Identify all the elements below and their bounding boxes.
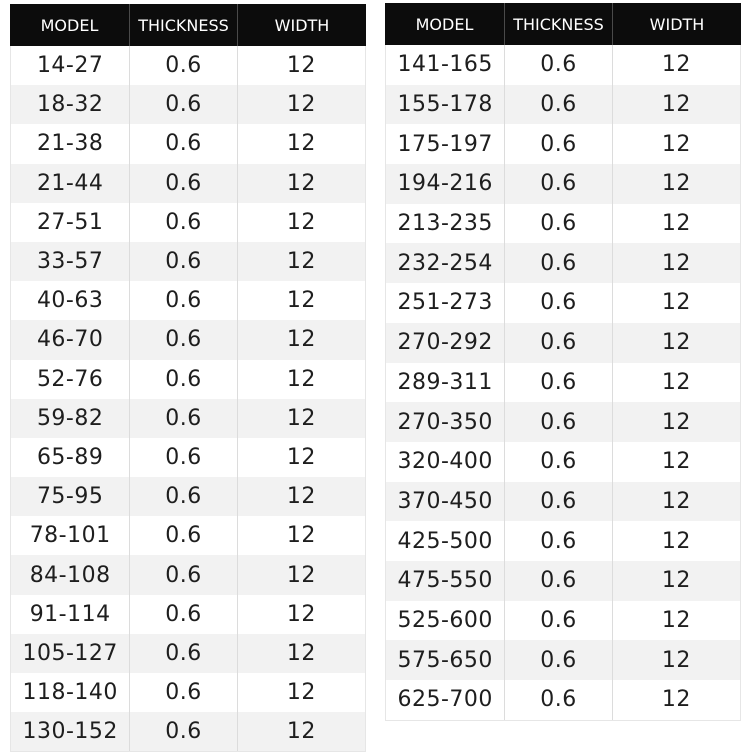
table-row [11, 634, 365, 673]
cell-thickness: 0.6 [505, 442, 612, 482]
cell-model: 475-550 [386, 561, 505, 601]
cell-thickness: 0.6 [505, 680, 612, 720]
cell-model: 59-82 [11, 399, 130, 438]
table-row [11, 555, 365, 594]
cell-width: 12 [661, 131, 691, 157]
cell-width: 12 [286, 288, 316, 314]
cell-width: 12 [286, 405, 316, 431]
table-body [385, 45, 741, 721]
table-row [11, 242, 365, 281]
cell-thickness: 0.6 [505, 482, 612, 522]
cell-width: 12 [286, 562, 316, 588]
cell-width: 12 [661, 52, 691, 78]
cell-width: 12 [661, 647, 691, 673]
table-row [11, 320, 365, 359]
cell-thickness: 0.6 [505, 283, 612, 323]
cell-thickness: 0.6 [505, 521, 612, 561]
cell-thickness: 0.6 [130, 438, 237, 477]
cell-model: 14-27 [11, 46, 130, 85]
table-row [11, 595, 365, 634]
spec-table-left [10, 4, 366, 752]
cell-model: 175-197 [386, 124, 505, 164]
table-row [11, 438, 365, 477]
cell-model: 213-235 [386, 204, 505, 244]
cell-width: 12 [286, 523, 316, 549]
table-row [386, 482, 740, 522]
table-row [11, 399, 365, 438]
cell-model: 155-178 [386, 85, 505, 125]
cell-thickness: 0.6 [505, 561, 612, 601]
cell-model: 33-57 [11, 242, 130, 281]
cell-model: 118-140 [11, 673, 130, 712]
cell-width: 12 [661, 290, 691, 316]
table-row [11, 164, 365, 203]
cell-thickness: 0.6 [505, 402, 612, 442]
cell-width: 12 [286, 92, 316, 118]
table-row [386, 363, 740, 403]
cell-thickness: 0.6 [505, 85, 612, 125]
cell-thickness: 0.6 [130, 477, 237, 516]
cell-width: 12 [286, 640, 316, 666]
cell-thickness: 0.6 [130, 712, 237, 751]
cell-width: 12 [661, 568, 691, 594]
table-body [10, 46, 366, 752]
cell-model: 270-292 [386, 323, 505, 363]
cell-thickness: 0.6 [130, 85, 237, 124]
cell-model: 27-51 [11, 203, 130, 242]
header-model: MODEL [385, 3, 505, 45]
cell-width: 12 [286, 249, 316, 275]
table-row [386, 640, 740, 680]
table-row [386, 283, 740, 323]
cell-model: 130-152 [11, 712, 130, 751]
header-model: MODEL [10, 4, 130, 46]
cell-width: 12 [661, 369, 691, 395]
cell-width: 12 [286, 209, 316, 235]
cell-width: 12 [661, 449, 691, 475]
cell-model: 232-254 [386, 243, 505, 283]
cell-model: 105-127 [11, 634, 130, 673]
table-row [11, 516, 365, 555]
table-row [386, 45, 740, 85]
table-row [11, 477, 365, 516]
table-row [11, 46, 365, 85]
cell-width: 12 [286, 484, 316, 510]
table-row [11, 85, 365, 124]
cell-width: 12 [661, 211, 691, 237]
table-row [11, 281, 365, 320]
cell-thickness: 0.6 [505, 45, 612, 85]
cell-thickness: 0.6 [505, 124, 612, 164]
cell-model: 270-350 [386, 402, 505, 442]
cell-width: 12 [661, 488, 691, 514]
cell-width: 12 [286, 131, 316, 157]
table-row [386, 402, 740, 442]
cell-thickness: 0.6 [130, 555, 237, 594]
table-header [385, 3, 741, 45]
cell-thickness: 0.6 [130, 164, 237, 203]
cell-thickness: 0.6 [130, 516, 237, 555]
table-row [386, 521, 740, 561]
header-width: WIDTH [649, 14, 705, 34]
cell-model: 625-700 [386, 680, 505, 720]
cell-model: 75-95 [11, 477, 130, 516]
cell-width: 12 [661, 171, 691, 197]
table-row [386, 85, 740, 125]
cell-width: 12 [661, 528, 691, 554]
cell-width: 12 [286, 680, 316, 706]
cell-thickness: 0.6 [130, 673, 237, 712]
table-row [11, 360, 365, 399]
cell-thickness: 0.6 [130, 595, 237, 634]
cell-thickness: 0.6 [130, 203, 237, 242]
cell-model: 289-311 [386, 363, 505, 403]
cell-model: 18-32 [11, 85, 130, 124]
cell-model: 46-70 [11, 320, 130, 359]
table-row [11, 124, 365, 163]
header-width: WIDTH [274, 15, 330, 35]
cell-model: 425-500 [386, 521, 505, 561]
cell-thickness: 0.6 [505, 640, 612, 680]
cell-width: 12 [661, 687, 691, 713]
cell-model: 40-63 [11, 281, 130, 320]
cell-model: 78-101 [11, 516, 130, 555]
table-header [10, 4, 366, 46]
cell-thickness: 0.6 [130, 242, 237, 281]
cell-model: 320-400 [386, 442, 505, 482]
table-row [11, 712, 365, 751]
cell-thickness: 0.6 [130, 360, 237, 399]
cell-thickness: 0.6 [130, 46, 237, 85]
cell-width: 12 [661, 607, 691, 633]
cell-thickness: 0.6 [130, 320, 237, 359]
cell-width: 12 [286, 601, 316, 627]
cell-thickness: 0.6 [505, 164, 612, 204]
table-row [386, 124, 740, 164]
spec-table-right [385, 3, 741, 721]
cell-model: 194-216 [386, 164, 505, 204]
cell-width: 12 [286, 444, 316, 470]
table-row [386, 164, 740, 204]
cell-model: 575-650 [386, 640, 505, 680]
cell-thickness: 0.6 [505, 323, 612, 363]
cell-thickness: 0.6 [505, 363, 612, 403]
cell-thickness: 0.6 [130, 281, 237, 320]
cell-model: 52-76 [11, 360, 130, 399]
cell-thickness: 0.6 [505, 204, 612, 244]
cell-model: 91-114 [11, 595, 130, 634]
table-row [11, 203, 365, 242]
cell-thickness: 0.6 [130, 124, 237, 163]
cell-width: 12 [661, 409, 691, 435]
table-row [386, 561, 740, 601]
cell-model: 21-44 [11, 164, 130, 203]
cell-thickness: 0.6 [505, 601, 612, 641]
cell-width: 12 [286, 170, 316, 196]
header-thickness: THICKNESS [505, 3, 613, 45]
table-row [386, 323, 740, 363]
cell-thickness: 0.6 [130, 634, 237, 673]
cell-model: 21-38 [11, 124, 130, 163]
cell-width: 12 [286, 53, 316, 79]
cell-model: 84-108 [11, 555, 130, 594]
cell-thickness: 0.6 [505, 243, 612, 283]
cell-width: 12 [661, 250, 691, 276]
cell-model: 525-600 [386, 601, 505, 641]
cell-width: 12 [286, 719, 316, 745]
table-row [386, 601, 740, 641]
cell-model: 251-273 [386, 283, 505, 323]
table-row [386, 204, 740, 244]
table-row [386, 442, 740, 482]
table-row [386, 680, 740, 720]
header-thickness: THICKNESS [130, 4, 238, 46]
cell-model: 141-165 [386, 45, 505, 85]
cell-width: 12 [286, 366, 316, 392]
cell-width: 12 [661, 92, 691, 118]
cell-width: 12 [286, 327, 316, 353]
cell-thickness: 0.6 [130, 399, 237, 438]
cell-model: 65-89 [11, 438, 130, 477]
table-row [11, 673, 365, 712]
cell-width: 12 [661, 330, 691, 356]
table-row [386, 243, 740, 283]
cell-model: 370-450 [386, 482, 505, 522]
